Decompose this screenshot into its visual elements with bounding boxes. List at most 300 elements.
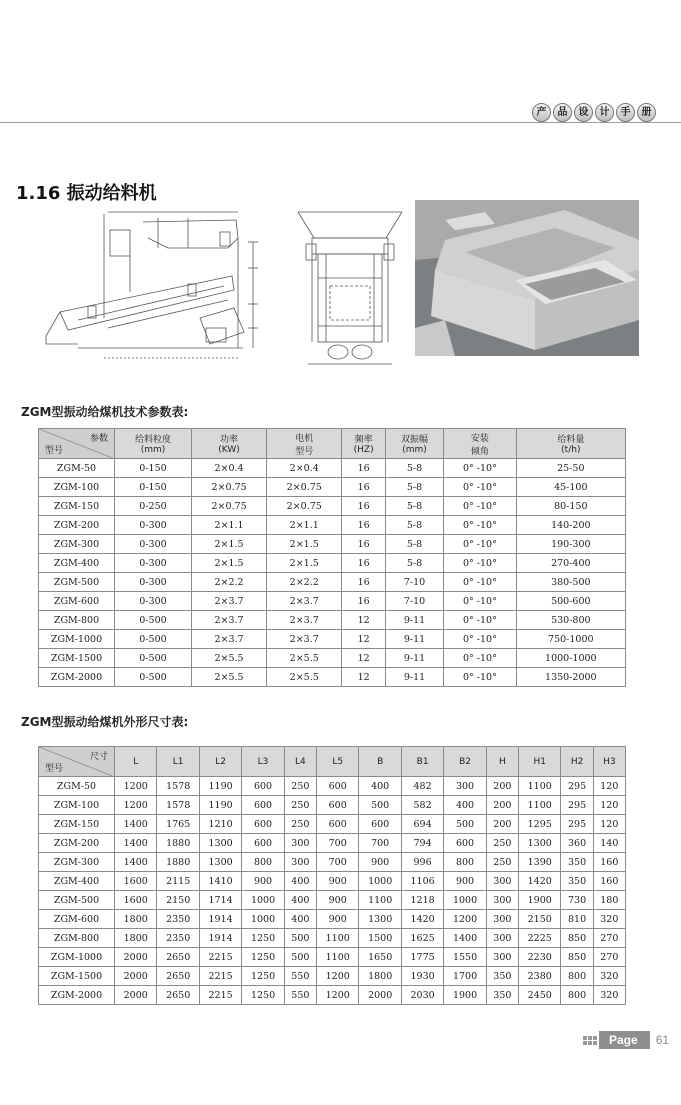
side-view-drawing: [38, 208, 266, 378]
value-cell: 0-500: [115, 668, 192, 687]
value-cell: 0-300: [115, 573, 192, 592]
model-cell: ZGM-150: [39, 497, 115, 516]
value-cell: 1295: [519, 815, 561, 834]
value-cell: 582: [401, 796, 443, 815]
value-cell: 250: [486, 853, 518, 872]
model-cell: ZGM-200: [39, 516, 115, 535]
dims-header-cell: H2: [561, 747, 593, 777]
value-cell: 180: [593, 891, 625, 910]
value-cell: 2×0.4: [267, 459, 342, 478]
value-cell: 300: [486, 948, 518, 967]
value-cell: 300: [444, 777, 486, 796]
value-cell: 1100: [317, 948, 359, 967]
value-cell: 2450: [519, 986, 561, 1005]
value-cell: 295: [561, 815, 593, 834]
value-cell: 530-800: [516, 611, 625, 630]
params-header-amplitude: 双振幅 (mm): [385, 429, 443, 459]
value-cell: 2115: [157, 872, 199, 891]
table-row: [39, 573, 626, 592]
value-cell: 25-50: [516, 459, 625, 478]
table-row: [39, 535, 626, 554]
value-cell: 0° -10°: [444, 516, 517, 535]
params-table-body: [39, 459, 626, 687]
value-cell: 5-8: [385, 535, 443, 554]
value-cell: 1765: [157, 815, 199, 834]
model-cell: ZGM-600: [39, 592, 115, 611]
value-cell: 2030: [401, 986, 443, 1005]
value-cell: 900: [317, 891, 359, 910]
value-cell: 16: [342, 459, 386, 478]
value-cell: 2000: [115, 948, 157, 967]
value-cell: 16: [342, 573, 386, 592]
value-cell: 0-150: [115, 459, 192, 478]
value-cell: 1800: [115, 910, 157, 929]
value-cell: 1000: [242, 891, 284, 910]
value-cell: 350: [486, 986, 518, 1005]
value-cell: 250: [284, 796, 316, 815]
value-cell: 1000: [242, 910, 284, 929]
value-cell: 2150: [157, 891, 199, 910]
value-cell: 5-8: [385, 554, 443, 573]
value-cell: 550: [284, 986, 316, 1005]
value-cell: 2×5.5: [267, 649, 342, 668]
page-number: 61: [655, 1033, 670, 1047]
value-cell: 250: [284, 815, 316, 834]
model-cell: ZGM-100: [39, 478, 115, 497]
value-cell: 0° -10°: [444, 630, 517, 649]
model-cell: ZGM-1000: [39, 948, 115, 967]
value-cell: 750-1000: [516, 630, 625, 649]
value-cell: 1300: [359, 910, 401, 929]
value-cell: 350: [486, 967, 518, 986]
model-cell: ZGM-1500: [39, 967, 115, 986]
value-cell: 2×5.5: [191, 649, 266, 668]
value-cell: 2×1.5: [267, 554, 342, 573]
header-badge: 品: [553, 103, 572, 122]
value-cell: 1190: [199, 796, 241, 815]
value-cell: 1930: [401, 967, 443, 986]
value-cell: 2×1.1: [267, 516, 342, 535]
value-cell: 1250: [242, 948, 284, 967]
value-cell: 800: [444, 853, 486, 872]
value-cell: 1500: [359, 929, 401, 948]
value-cell: 400: [359, 777, 401, 796]
table-row: [39, 592, 626, 611]
params-header-angle: 安装 倾角: [444, 429, 517, 459]
header-badge: 产: [532, 103, 551, 122]
value-cell: 1100: [359, 891, 401, 910]
table-row: [39, 891, 626, 910]
value-cell: 360: [561, 834, 593, 853]
table-row: [39, 910, 626, 929]
value-cell: 900: [444, 872, 486, 891]
dims-header-cell: B2: [444, 747, 486, 777]
params-header-power: 功率 (KW): [191, 429, 266, 459]
value-cell: 1600: [115, 872, 157, 891]
dims-header-cell: H: [486, 747, 518, 777]
value-cell: 2650: [157, 948, 199, 967]
value-cell: 900: [242, 872, 284, 891]
value-cell: 1578: [157, 777, 199, 796]
model-cell: ZGM-50: [39, 459, 115, 478]
value-cell: 120: [593, 815, 625, 834]
value-cell: 270: [593, 929, 625, 948]
model-cell: ZGM-100: [39, 796, 115, 815]
value-cell: 1200: [115, 796, 157, 815]
value-cell: 0° -10°: [444, 668, 517, 687]
table-row: [39, 948, 626, 967]
value-cell: 2650: [157, 986, 199, 1005]
value-cell: 2225: [519, 929, 561, 948]
model-cell: ZGM-400: [39, 872, 115, 891]
value-cell: 16: [342, 592, 386, 611]
value-cell: 250: [486, 834, 518, 853]
value-cell: 1775: [401, 948, 443, 967]
value-cell: 0-300: [115, 535, 192, 554]
value-cell: 2×0.75: [191, 478, 266, 497]
value-cell: 2×3.7: [191, 630, 266, 649]
value-cell: 1000-1000: [516, 649, 625, 668]
value-cell: 2230: [519, 948, 561, 967]
value-cell: 900: [317, 910, 359, 929]
value-cell: 1300: [199, 853, 241, 872]
value-cell: 0° -10°: [444, 573, 517, 592]
value-cell: 300: [486, 872, 518, 891]
value-cell: 0-500: [115, 630, 192, 649]
value-cell: 1410: [199, 872, 241, 891]
params-corner-top: 参数: [89, 434, 108, 444]
value-cell: 1200: [115, 777, 157, 796]
value-cell: 0° -10°: [444, 611, 517, 630]
value-cell: 2×1.5: [267, 535, 342, 554]
value-cell: 2×2.2: [267, 573, 342, 592]
model-cell: ZGM-500: [39, 573, 115, 592]
model-cell: ZGM-200: [39, 834, 115, 853]
table-row: [39, 630, 626, 649]
value-cell: 996: [401, 853, 443, 872]
value-cell: 120: [593, 796, 625, 815]
table-row: [39, 967, 626, 986]
value-cell: 694: [401, 815, 443, 834]
value-cell: 1100: [519, 796, 561, 815]
table-row: [39, 834, 626, 853]
header-badge: 手: [616, 103, 635, 122]
model-cell: ZGM-1000: [39, 630, 115, 649]
value-cell: 2380: [519, 967, 561, 986]
value-cell: 350: [561, 853, 593, 872]
model-cell: ZGM-500: [39, 891, 115, 910]
model-cell: ZGM-1500: [39, 649, 115, 668]
page-squares-decoration: [583, 1036, 597, 1045]
value-cell: 0-500: [115, 611, 192, 630]
value-cell: 12: [342, 668, 386, 687]
product-photo: [415, 200, 639, 356]
value-cell: 190-300: [516, 535, 625, 554]
value-cell: 1400: [115, 853, 157, 872]
table-row: [39, 777, 626, 796]
value-cell: 800: [242, 853, 284, 872]
value-cell: 0° -10°: [444, 649, 517, 668]
value-cell: 500: [284, 929, 316, 948]
value-cell: 1218: [401, 891, 443, 910]
value-cell: 700: [359, 834, 401, 853]
value-cell: 800: [561, 986, 593, 1005]
front-view-drawing: [294, 208, 406, 368]
header-divider: [0, 122, 681, 123]
value-cell: 120: [593, 777, 625, 796]
dims-corner-cell: [39, 747, 115, 777]
value-cell: 2×3.7: [267, 592, 342, 611]
value-cell: 600: [317, 777, 359, 796]
value-cell: 900: [317, 872, 359, 891]
params-table-caption: ZGM型振动给煤机技术参数表:: [21, 405, 189, 419]
value-cell: 1350-2000: [516, 668, 625, 687]
dims-header-cell: L1: [157, 747, 199, 777]
value-cell: 600: [359, 815, 401, 834]
table-row: [39, 459, 626, 478]
value-cell: 1200: [317, 986, 359, 1005]
table-row: [39, 796, 626, 815]
value-cell: 1250: [242, 929, 284, 948]
value-cell: 12: [342, 611, 386, 630]
value-cell: 1300: [199, 834, 241, 853]
table-row: [39, 611, 626, 630]
value-cell: 730: [561, 891, 593, 910]
model-cell: ZGM-2000: [39, 668, 115, 687]
value-cell: 400: [284, 910, 316, 929]
value-cell: 2×5.5: [267, 668, 342, 687]
value-cell: 2215: [199, 986, 241, 1005]
value-cell: 350: [561, 872, 593, 891]
value-cell: 140-200: [516, 516, 625, 535]
value-cell: 270: [593, 948, 625, 967]
value-cell: 320: [593, 986, 625, 1005]
value-cell: 200: [486, 777, 518, 796]
value-cell: 0-500: [115, 649, 192, 668]
value-cell: 5-8: [385, 497, 443, 516]
value-cell: 7-10: [385, 573, 443, 592]
value-cell: 600: [242, 815, 284, 834]
value-cell: 2000: [115, 986, 157, 1005]
value-cell: 5-8: [385, 478, 443, 497]
value-cell: 600: [242, 796, 284, 815]
value-cell: 200: [486, 796, 518, 815]
model-cell: ZGM-300: [39, 535, 115, 554]
header-badge: 计: [595, 103, 614, 122]
dims-table-body: [39, 777, 626, 1005]
value-cell: 500-600: [516, 592, 625, 611]
value-cell: 160: [593, 872, 625, 891]
value-cell: 1880: [157, 834, 199, 853]
value-cell: 1914: [199, 910, 241, 929]
value-cell: 2×0.4: [191, 459, 266, 478]
model-cell: ZGM-400: [39, 554, 115, 573]
value-cell: 2×1.1: [191, 516, 266, 535]
value-cell: 600: [242, 777, 284, 796]
model-cell: ZGM-150: [39, 815, 115, 834]
dims-header-cell: L5: [317, 747, 359, 777]
value-cell: 1400: [115, 834, 157, 853]
value-cell: 600: [317, 796, 359, 815]
value-cell: 160: [593, 853, 625, 872]
dims-table: [38, 746, 626, 1005]
value-cell: 1578: [157, 796, 199, 815]
value-cell: 600: [317, 815, 359, 834]
value-cell: 9-11: [385, 611, 443, 630]
value-cell: 1300: [519, 834, 561, 853]
params-table: [38, 428, 626, 687]
value-cell: 1106: [401, 872, 443, 891]
table-row: [39, 986, 626, 1005]
value-cell: 320: [593, 910, 625, 929]
value-cell: 295: [561, 777, 593, 796]
value-cell: 700: [317, 853, 359, 872]
value-cell: 9-11: [385, 668, 443, 687]
value-cell: 295: [561, 796, 593, 815]
value-cell: 1250: [242, 986, 284, 1005]
value-cell: 12: [342, 649, 386, 668]
value-cell: 45-100: [516, 478, 625, 497]
value-cell: 400: [444, 796, 486, 815]
value-cell: 0-250: [115, 497, 192, 516]
value-cell: 0-300: [115, 554, 192, 573]
value-cell: 0° -10°: [444, 535, 517, 554]
model-cell: ZGM-300: [39, 853, 115, 872]
value-cell: 0° -10°: [444, 554, 517, 573]
dims-header-cell: L: [115, 747, 157, 777]
table-row: [39, 853, 626, 872]
model-cell: ZGM-50: [39, 777, 115, 796]
value-cell: 0-300: [115, 516, 192, 535]
value-cell: 850: [561, 948, 593, 967]
value-cell: 600: [242, 834, 284, 853]
dims-corner-top: 尺寸: [89, 752, 108, 762]
table-row: [39, 497, 626, 516]
value-cell: 600: [444, 834, 486, 853]
value-cell: 2000: [115, 967, 157, 986]
value-cell: 2215: [199, 948, 241, 967]
value-cell: 1000: [444, 891, 486, 910]
value-cell: 2150: [519, 910, 561, 929]
table-row: [39, 554, 626, 573]
value-cell: 5-8: [385, 516, 443, 535]
value-cell: 1200: [444, 910, 486, 929]
value-cell: 1420: [401, 910, 443, 929]
page-tag: [583, 1031, 669, 1049]
value-cell: 1550: [444, 948, 486, 967]
value-cell: 2×3.7: [191, 611, 266, 630]
value-cell: 270-400: [516, 554, 625, 573]
value-cell: 16: [342, 478, 386, 497]
value-cell: 1600: [115, 891, 157, 910]
value-cell: 550: [284, 967, 316, 986]
value-cell: 320: [593, 967, 625, 986]
value-cell: 300: [284, 834, 316, 853]
value-cell: 2350: [157, 929, 199, 948]
dims-header-cell: L2: [199, 747, 241, 777]
dims-table-caption: ZGM型振动给煤机外形尺寸表:: [21, 715, 189, 729]
value-cell: 300: [486, 910, 518, 929]
header-badges: [532, 103, 656, 122]
dims-header-cell: L4: [284, 747, 316, 777]
value-cell: 1200: [317, 967, 359, 986]
section-title: 1.16 振动给料机: [16, 183, 157, 204]
value-cell: 2×5.5: [191, 668, 266, 687]
table-row: [39, 668, 626, 687]
header-badge: 设: [574, 103, 593, 122]
value-cell: 1250: [242, 967, 284, 986]
value-cell: 140: [593, 834, 625, 853]
value-cell: 2350: [157, 910, 199, 929]
value-cell: 2×3.7: [267, 611, 342, 630]
value-cell: 2×0.75: [267, 497, 342, 516]
value-cell: 2×0.75: [191, 497, 266, 516]
value-cell: 900: [359, 853, 401, 872]
value-cell: 2215: [199, 967, 241, 986]
value-cell: 1650: [359, 948, 401, 967]
value-cell: 500: [444, 815, 486, 834]
dims-header-cell: B1: [401, 747, 443, 777]
value-cell: 1100: [317, 929, 359, 948]
model-cell: ZGM-2000: [39, 986, 115, 1005]
dims-corner-bottom: 型号: [45, 764, 64, 774]
value-cell: 9-11: [385, 649, 443, 668]
dims-header-cell: H3: [593, 747, 625, 777]
dims-header-cell: L3: [242, 747, 284, 777]
model-cell: ZGM-600: [39, 910, 115, 929]
header-badge: 册: [637, 103, 656, 122]
value-cell: 2×0.75: [267, 478, 342, 497]
table-row: [39, 815, 626, 834]
value-cell: 700: [317, 834, 359, 853]
value-cell: 2650: [157, 967, 199, 986]
params-header-motor: 电机 型号: [267, 429, 342, 459]
value-cell: 800: [561, 967, 593, 986]
value-cell: 250: [284, 777, 316, 796]
value-cell: 2×3.7: [191, 592, 266, 611]
value-cell: 0° -10°: [444, 592, 517, 611]
value-cell: 16: [342, 535, 386, 554]
value-cell: 400: [284, 891, 316, 910]
value-cell: 2×2.2: [191, 573, 266, 592]
table-row: [39, 478, 626, 497]
value-cell: 850: [561, 929, 593, 948]
table-row: [39, 929, 626, 948]
value-cell: 1390: [519, 853, 561, 872]
value-cell: 0° -10°: [444, 478, 517, 497]
value-cell: 300: [486, 929, 518, 948]
value-cell: 1420: [519, 872, 561, 891]
table-row: [39, 649, 626, 668]
dims-header-row: [39, 747, 626, 777]
value-cell: 1000: [359, 872, 401, 891]
value-cell: 1210: [199, 815, 241, 834]
value-cell: 5-8: [385, 459, 443, 478]
value-cell: 482: [401, 777, 443, 796]
value-cell: 1900: [444, 986, 486, 1005]
dims-header-cell: H1: [519, 747, 561, 777]
value-cell: 0° -10°: [444, 497, 517, 516]
value-cell: 16: [342, 497, 386, 516]
table-row: [39, 872, 626, 891]
value-cell: 1190: [199, 777, 241, 796]
params-corner-cell: [39, 429, 115, 459]
value-cell: 0° -10°: [444, 459, 517, 478]
value-cell: 1100: [519, 777, 561, 796]
model-cell: ZGM-800: [39, 611, 115, 630]
value-cell: 2×3.7: [267, 630, 342, 649]
value-cell: 1800: [115, 929, 157, 948]
